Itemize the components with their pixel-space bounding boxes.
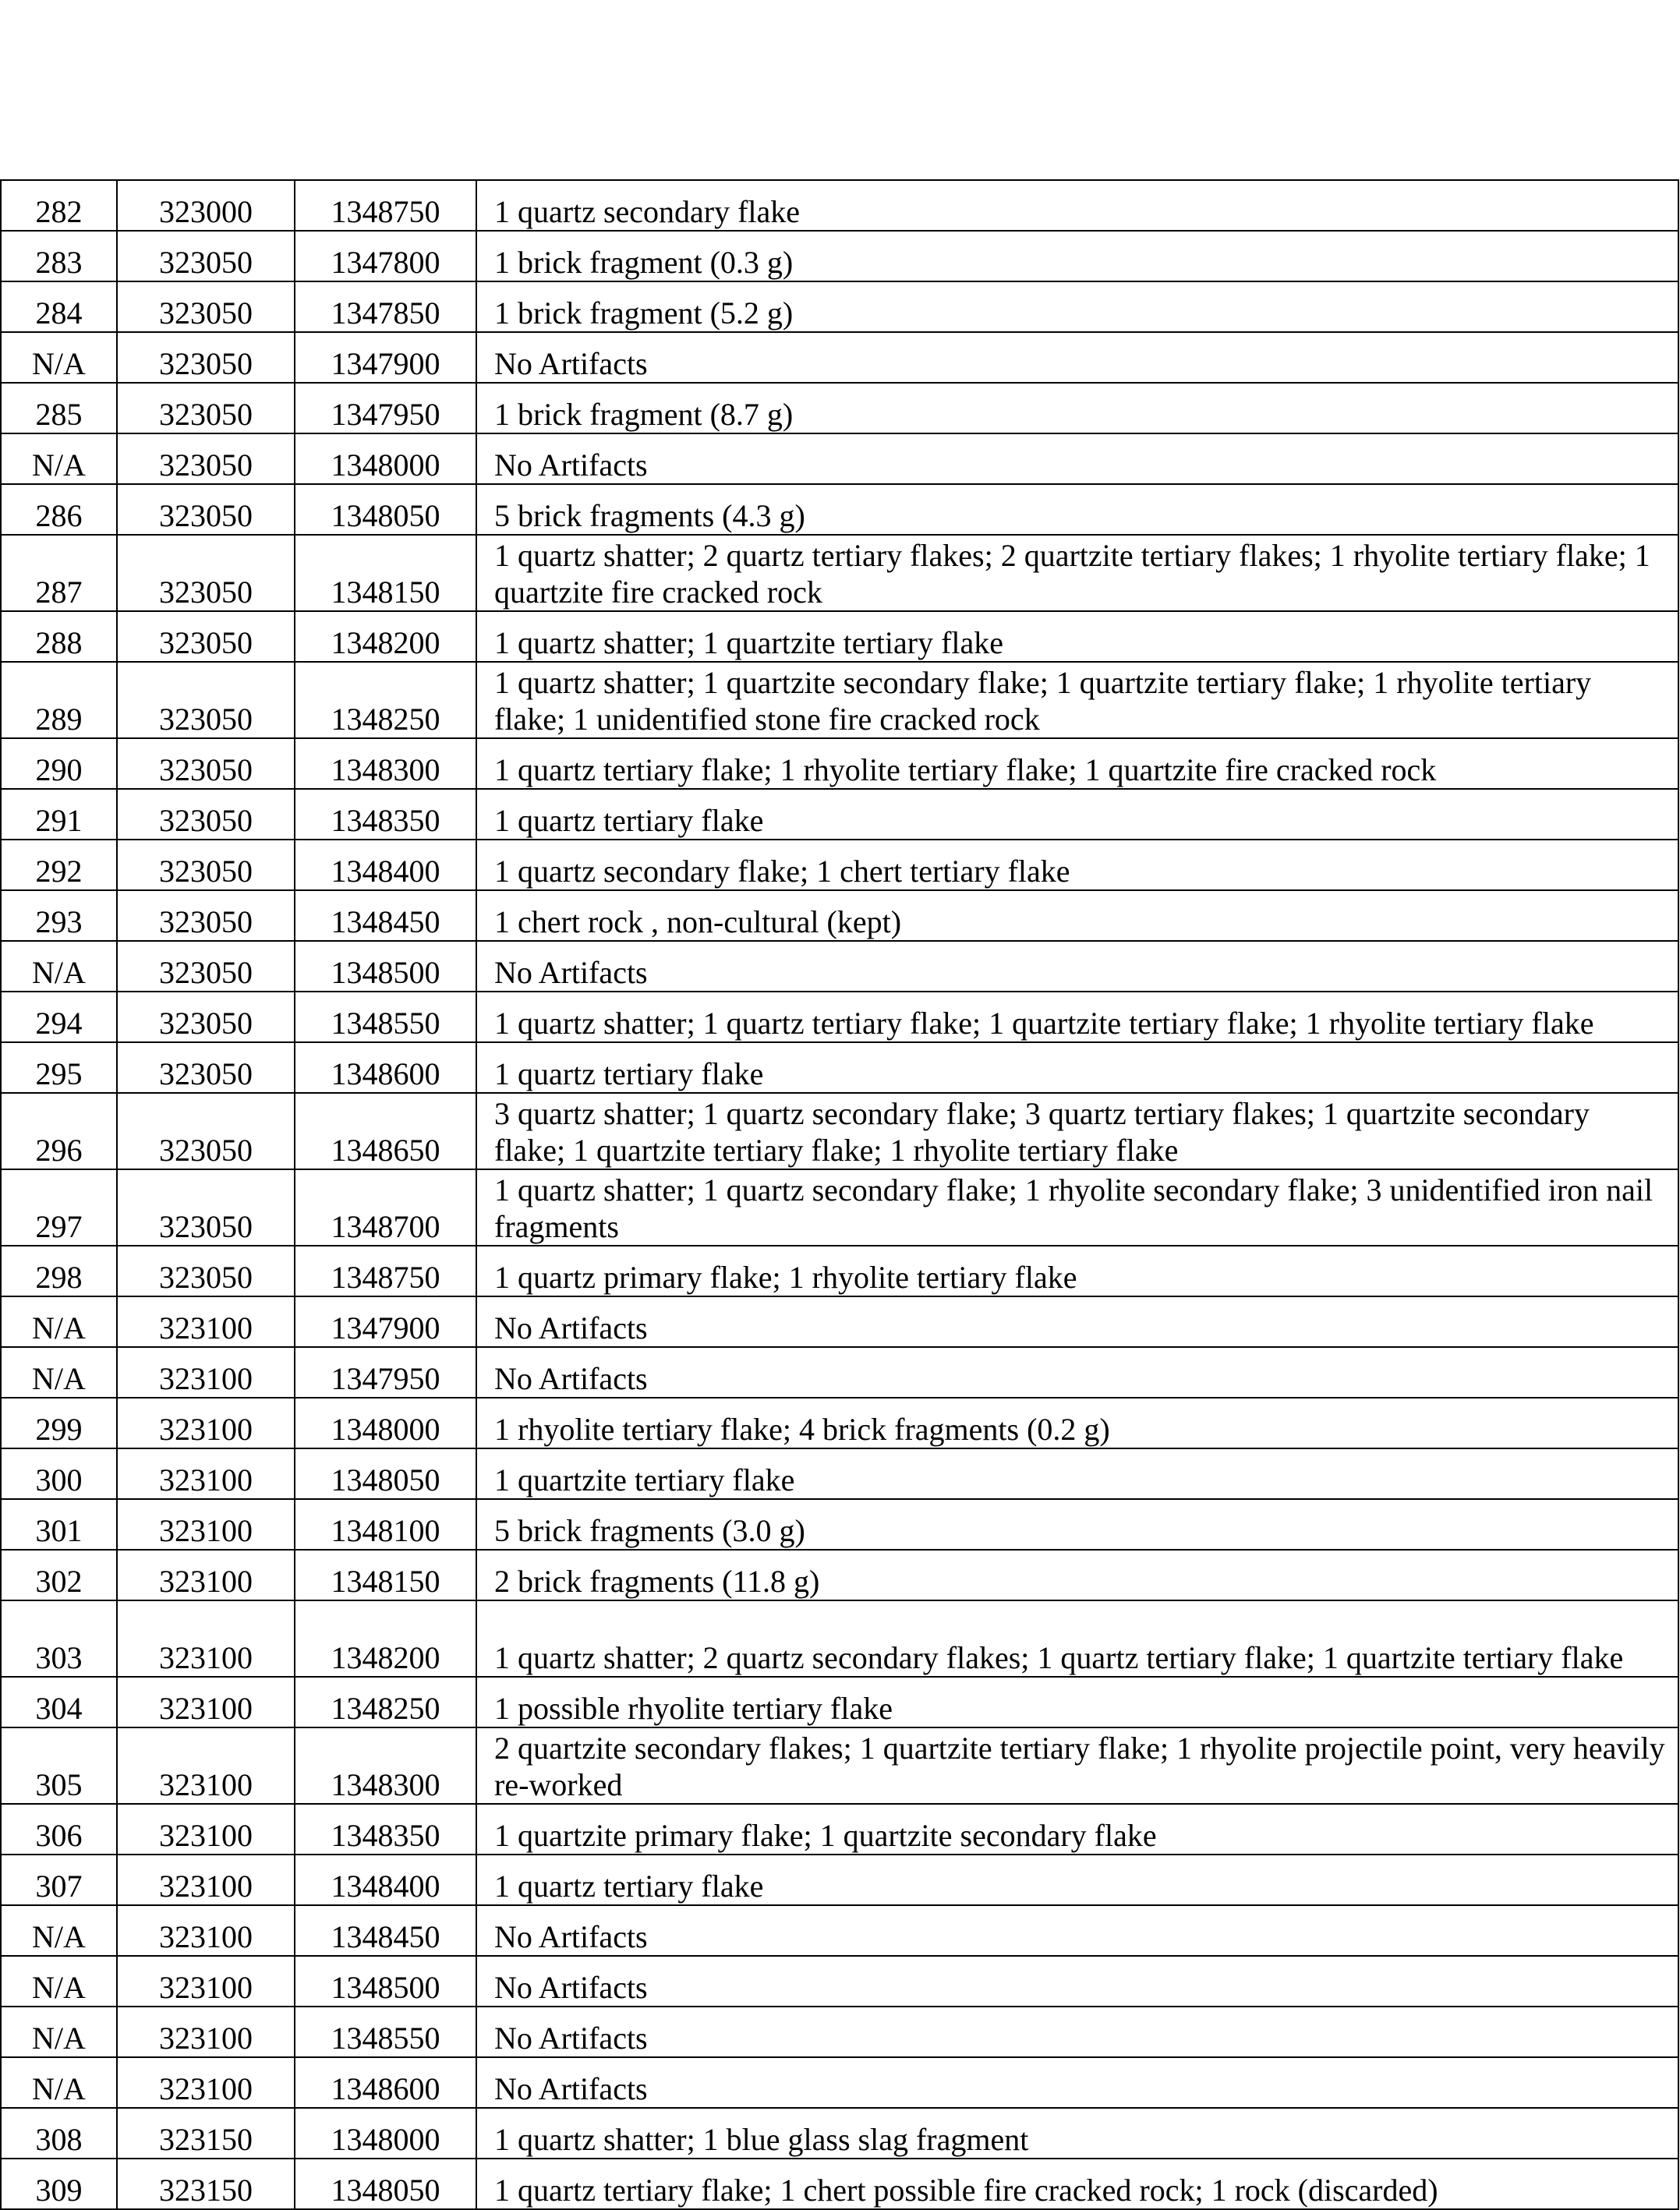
artifact-description-cell: No Artifacts xyxy=(476,2007,1678,2057)
shovel-test-number-cell: 297 xyxy=(1,1169,117,1246)
table-row xyxy=(1,992,1678,1042)
shovel-test-number-cell: 303 xyxy=(1,1600,117,1677)
northing-cell: 1348450 xyxy=(295,1905,476,1956)
table-row xyxy=(1,1296,1678,1347)
shovel-test-number-cell: 309 xyxy=(1,2159,117,2209)
northing-cell: 1348450 xyxy=(295,890,476,941)
easting-cell: 323100 xyxy=(117,1448,295,1499)
artifact-description-cell: No Artifacts xyxy=(476,332,1678,383)
artifact-description-cell: No Artifacts xyxy=(476,1905,1678,1956)
easting-cell: 323050 xyxy=(117,433,295,484)
shovel-test-number-cell: N/A xyxy=(1,1956,117,2007)
northing-cell: 1348300 xyxy=(295,738,476,789)
shovel-test-number-cell: 304 xyxy=(1,1677,117,1727)
northing-cell: 1347900 xyxy=(295,1296,476,1347)
table-row xyxy=(1,662,1678,738)
artifact-description-cell: No Artifacts xyxy=(476,2057,1678,2108)
shovel-test-number-cell: 284 xyxy=(1,281,117,332)
artifact-description-cell: No Artifacts xyxy=(476,1956,1678,2007)
artifact-description-cell: 1 quartz shatter; 1 quartzite tertiary flake xyxy=(476,611,1678,662)
northing-cell: 1348350 xyxy=(295,1804,476,1855)
easting-cell: 323050 xyxy=(117,231,295,281)
northing-cell: 1348000 xyxy=(295,2108,476,2159)
table-row xyxy=(1,2159,1678,2209)
easting-cell: 323050 xyxy=(117,281,295,332)
table-row xyxy=(1,1550,1678,1600)
easting-cell: 323100 xyxy=(117,1600,295,1677)
table-row xyxy=(1,840,1678,890)
table-row xyxy=(1,1905,1678,1956)
table-row xyxy=(1,2007,1678,2057)
artifact-description-cell: 1 brick fragment (5.2 g) xyxy=(476,281,1678,332)
table-row xyxy=(1,231,1678,281)
easting-cell: 323050 xyxy=(117,1169,295,1246)
easting-cell: 323050 xyxy=(117,332,295,383)
northing-cell: 1348150 xyxy=(295,535,476,611)
easting-cell: 323050 xyxy=(117,1246,295,1296)
artifact-description-cell: 5 brick fragments (4.3 g) xyxy=(476,484,1678,535)
artifact-description-cell: 1 quartz shatter; 2 quartz secondary flakes; 1 quartz tertiary flake; 1 quartzite tertiary flake xyxy=(476,1600,1678,1677)
shovel-test-number-cell: 306 xyxy=(1,1804,117,1855)
artifact-description-cell: 1 possible rhyolite tertiary flake xyxy=(476,1677,1678,1727)
shovel-test-number-cell: 293 xyxy=(1,890,117,941)
northing-cell: 1348200 xyxy=(295,611,476,662)
shovel-test-number-cell: 292 xyxy=(1,840,117,890)
shovel-test-number-cell: N/A xyxy=(1,332,117,383)
northing-cell: 1348000 xyxy=(295,433,476,484)
shovel-test-number-cell: 286 xyxy=(1,484,117,535)
artifact-description-cell: 1 quartz shatter; 1 quartz tertiary flake; 1 quartzite tertiary flake; 1 rhyolite tertiary flake xyxy=(476,992,1678,1042)
easting-cell: 323050 xyxy=(117,662,295,738)
easting-cell: 323000 xyxy=(117,180,295,231)
table-row xyxy=(1,1600,1678,1677)
shovel-test-number-cell: N/A xyxy=(1,1347,117,1398)
artifact-description-cell: 1 quartz primary flake; 1 rhyolite tertiary flake xyxy=(476,1246,1678,1296)
northing-cell: 1348050 xyxy=(295,484,476,535)
shovel-test-number-cell: 300 xyxy=(1,1448,117,1499)
shovel-test-number-cell: 285 xyxy=(1,383,117,433)
artifact-description-cell: 1 quartz shatter; 1 blue glass slag fragment xyxy=(476,2108,1678,2159)
northing-cell: 1348350 xyxy=(295,789,476,840)
shovel-test-number-cell: 287 xyxy=(1,535,117,611)
northing-cell: 1348600 xyxy=(295,1042,476,1093)
shovel-test-number-cell: 308 xyxy=(1,2108,117,2159)
easting-cell: 323100 xyxy=(117,1905,295,1956)
shovel-test-number-cell: N/A xyxy=(1,941,117,992)
table-row xyxy=(1,1042,1678,1093)
northing-cell: 1348650 xyxy=(295,1093,476,1169)
northing-cell: 1348400 xyxy=(295,1855,476,1905)
shovel-test-number-cell: N/A xyxy=(1,433,117,484)
shovel-test-number-cell: 305 xyxy=(1,1727,117,1804)
northing-cell: 1348550 xyxy=(295,2007,476,2057)
table-row xyxy=(1,281,1678,332)
table-row xyxy=(1,1855,1678,1905)
northing-cell: 1348400 xyxy=(295,840,476,890)
easting-cell: 323150 xyxy=(117,2159,295,2209)
table-row xyxy=(1,1169,1678,1246)
table-row xyxy=(1,1956,1678,2007)
artifact-description-cell: 1 quartzite tertiary flake xyxy=(476,1448,1678,1499)
artifact-description-cell: 1 quartz tertiary flake; 1 chert possible fire cracked rock; 1 rock (discarded) xyxy=(476,2159,1678,2209)
easting-cell: 323050 xyxy=(117,789,295,840)
artifact-description-cell: 1 quartz shatter; 2 quartz tertiary flakes; 2 quartzite tertiary flakes; 1 rhyolite tertiary flake; 1 quartzite fire cracked rock xyxy=(476,535,1678,611)
northing-cell: 1348750 xyxy=(295,180,476,231)
table-row xyxy=(1,1347,1678,1398)
table-row xyxy=(1,789,1678,840)
shovel-test-number-cell: 294 xyxy=(1,992,117,1042)
artifact-description-cell: 1 quartzite primary flake; 1 quartzite secondary flake xyxy=(476,1804,1678,1855)
easting-cell: 323100 xyxy=(117,1296,295,1347)
table-row xyxy=(1,1499,1678,1550)
northing-cell: 1348300 xyxy=(295,1727,476,1804)
easting-cell: 323050 xyxy=(117,1042,295,1093)
artifact-description-cell: 1 rhyolite tertiary flake; 4 brick fragments (0.2 g) xyxy=(476,1398,1678,1448)
table-row xyxy=(1,535,1678,611)
artifact-description-cell: 1 quartz shatter; 1 quartz secondary flake; 1 rhyolite secondary flake; 3 unidentified iron nail fragments xyxy=(476,1169,1678,1246)
shovel-test-number-cell: N/A xyxy=(1,1905,117,1956)
shovel-test-number-cell: 302 xyxy=(1,1550,117,1600)
easting-cell: 323050 xyxy=(117,941,295,992)
easting-cell: 323050 xyxy=(117,992,295,1042)
artifact-description-cell: No Artifacts xyxy=(476,1347,1678,1398)
easting-cell: 323100 xyxy=(117,2007,295,2057)
table-row xyxy=(1,1246,1678,1296)
easting-cell: 323100 xyxy=(117,1855,295,1905)
northing-cell: 1348050 xyxy=(295,2159,476,2209)
shovel-test-number-cell: 283 xyxy=(1,231,117,281)
table-row xyxy=(1,738,1678,789)
artifact-description-cell: 1 quartz secondary flake; 1 chert tertiary flake xyxy=(476,840,1678,890)
northing-cell: 1348700 xyxy=(295,1169,476,1246)
easting-cell: 323100 xyxy=(117,1727,295,1804)
easting-cell: 323050 xyxy=(117,890,295,941)
table-row xyxy=(1,433,1678,484)
shovel-test-number-cell: N/A xyxy=(1,2007,117,2057)
easting-cell: 323050 xyxy=(117,611,295,662)
shovel-test-number-cell: N/A xyxy=(1,2057,117,2108)
artifact-description-cell: 1 brick fragment (8.7 g) xyxy=(476,383,1678,433)
northing-cell: 1348600 xyxy=(295,2057,476,2108)
artifact-inventory-table xyxy=(0,179,1679,2210)
northing-cell: 1348500 xyxy=(295,941,476,992)
artifact-description-cell: 1 chert rock , non-cultural (kept) xyxy=(476,890,1678,941)
easting-cell: 323050 xyxy=(117,535,295,611)
artifact-description-cell: 1 quartz secondary flake xyxy=(476,180,1678,231)
table-row xyxy=(1,332,1678,383)
northing-cell: 1348750 xyxy=(295,1246,476,1296)
artifact-description-cell: 1 quartz tertiary flake xyxy=(476,789,1678,840)
northing-cell: 1347800 xyxy=(295,231,476,281)
easting-cell: 323050 xyxy=(117,738,295,789)
shovel-test-number-cell: 290 xyxy=(1,738,117,789)
shovel-test-number-cell: 299 xyxy=(1,1398,117,1448)
shovel-test-number-cell: 295 xyxy=(1,1042,117,1093)
easting-cell: 323100 xyxy=(117,1550,295,1600)
table-row xyxy=(1,890,1678,941)
artifact-description-cell: 3 quartz shatter; 1 quartz secondary flake; 3 quartz tertiary flakes; 1 quartzite secondary flake; 1 quartzite tertiary flake; 1 rhyolite tertiary flake xyxy=(476,1093,1678,1169)
artifact-description-cell: 5 brick fragments (3.0 g) xyxy=(476,1499,1678,1550)
artifact-description-cell: 1 quartz tertiary flake xyxy=(476,1855,1678,1905)
northing-cell: 1348550 xyxy=(295,992,476,1042)
table-row xyxy=(1,2108,1678,2159)
shovel-test-number-cell: 307 xyxy=(1,1855,117,1905)
easting-cell: 323100 xyxy=(117,1677,295,1727)
table-row xyxy=(1,2057,1678,2108)
artifact-description-cell: 1 quartz tertiary flake; 1 rhyolite tertiary flake; 1 quartzite fire cracked rock xyxy=(476,738,1678,789)
artifact-description-cell: 1 brick fragment (0.3 g) xyxy=(476,231,1678,281)
easting-cell: 323050 xyxy=(117,840,295,890)
easting-cell: 323050 xyxy=(117,484,295,535)
table-row xyxy=(1,1448,1678,1499)
table-row xyxy=(1,1727,1678,1804)
easting-cell: 323100 xyxy=(117,1398,295,1448)
table-row xyxy=(1,484,1678,535)
easting-cell: 323150 xyxy=(117,2108,295,2159)
artifact-description-cell: No Artifacts xyxy=(476,1296,1678,1347)
table-row xyxy=(1,941,1678,992)
table-row xyxy=(1,383,1678,433)
northing-cell: 1348000 xyxy=(295,1398,476,1448)
northing-cell: 1347950 xyxy=(295,1347,476,1398)
shovel-test-number-cell: 298 xyxy=(1,1246,117,1296)
northing-cell: 1348150 xyxy=(295,1550,476,1600)
easting-cell: 323100 xyxy=(117,1956,295,2007)
artifact-description-cell: No Artifacts xyxy=(476,433,1678,484)
northing-cell: 1347950 xyxy=(295,383,476,433)
artifact-table-body xyxy=(1,180,1678,2209)
shovel-test-number-cell: 291 xyxy=(1,789,117,840)
northing-cell: 1348200 xyxy=(295,1600,476,1677)
shovel-test-number-cell: N/A xyxy=(1,1296,117,1347)
northing-cell: 1347900 xyxy=(295,332,476,383)
northing-cell: 1348250 xyxy=(295,662,476,738)
table-row xyxy=(1,1804,1678,1855)
northing-cell: 1347850 xyxy=(295,281,476,332)
northing-cell: 1348100 xyxy=(295,1499,476,1550)
northing-cell: 1348500 xyxy=(295,1956,476,2007)
northing-cell: 1348050 xyxy=(295,1448,476,1499)
easting-cell: 323100 xyxy=(117,1499,295,1550)
artifact-description-cell: 1 quartz shatter; 1 quartzite secondary flake; 1 quartzite tertiary flake; 1 rhyolite tertiary flake; 1 unidentified stone fire cracked rock xyxy=(476,662,1678,738)
easting-cell: 323100 xyxy=(117,2057,295,2108)
easting-cell: 323100 xyxy=(117,1804,295,1855)
northing-cell: 1348250 xyxy=(295,1677,476,1727)
table-row xyxy=(1,1677,1678,1727)
shovel-test-number-cell: 288 xyxy=(1,611,117,662)
artifact-description-cell: 1 quartz tertiary flake xyxy=(476,1042,1678,1093)
shovel-test-number-cell: 289 xyxy=(1,662,117,738)
shovel-test-number-cell: 282 xyxy=(1,180,117,231)
table-row xyxy=(1,1398,1678,1448)
artifact-description-cell: 2 brick fragments (11.8 g) xyxy=(476,1550,1678,1600)
table-row xyxy=(1,611,1678,662)
table-row xyxy=(1,1093,1678,1169)
table-row xyxy=(1,180,1678,231)
shovel-test-number-cell: 301 xyxy=(1,1499,117,1550)
artifact-description-cell: 2 quartzite secondary flakes; 1 quartzite tertiary flake; 1 rhyolite projectile point, very heavily re-worked xyxy=(476,1727,1678,1804)
easting-cell: 323100 xyxy=(117,1347,295,1398)
shovel-test-number-cell: 296 xyxy=(1,1093,117,1169)
artifact-description-cell: No Artifacts xyxy=(476,941,1678,992)
easting-cell: 323050 xyxy=(117,383,295,433)
easting-cell: 323050 xyxy=(117,1093,295,1169)
